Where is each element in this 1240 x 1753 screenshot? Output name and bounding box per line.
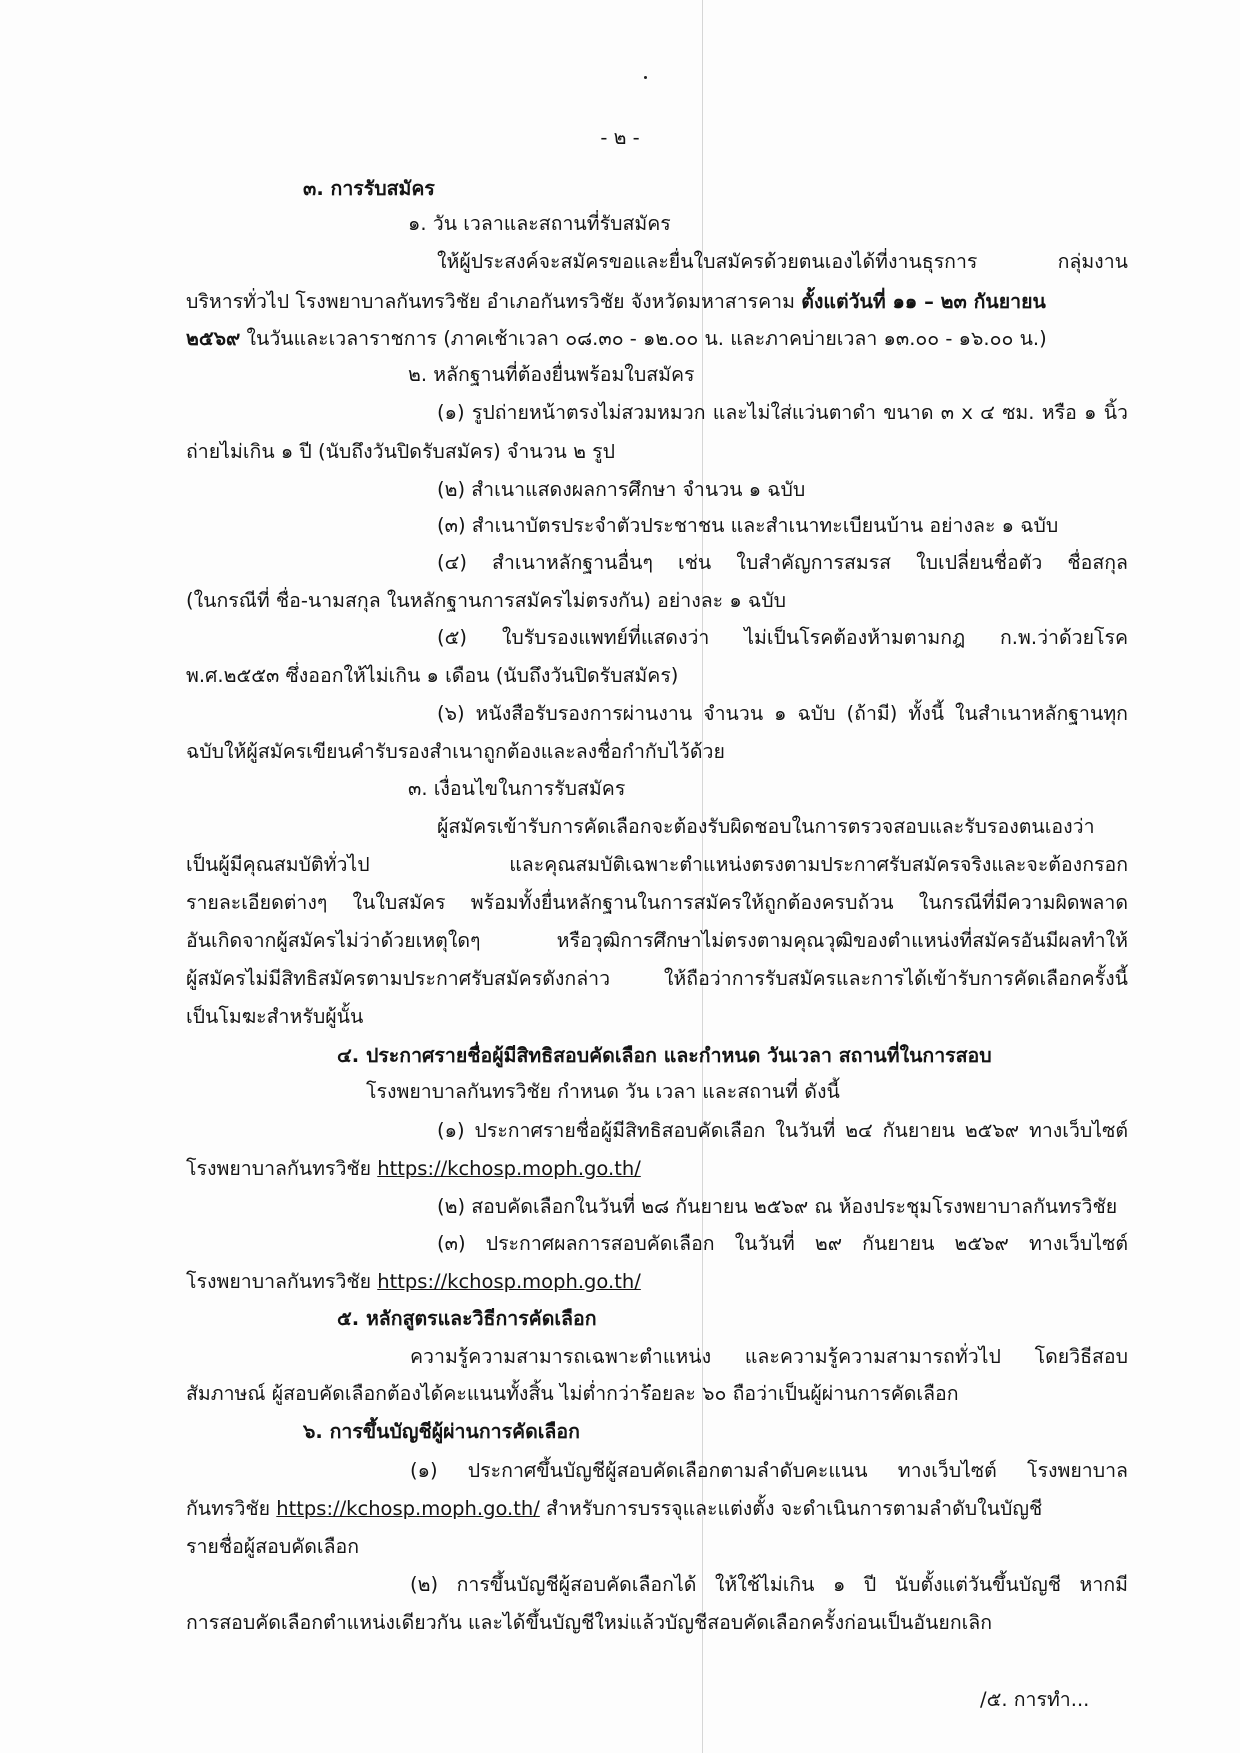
section-4-heading: ๔. ประกาศรายชื่อผู้มีสิทธิสอบคัดเลือก และกำหนด วันเวลา สถานที่ในการสอบ — [337, 1044, 992, 1067]
list-item: (๑) ประกาศรายชื่อผู้มีสิทธิสอบคัดเลือก ในวันที่ ๒๔ กันยายน ๒๕๖๙ ทางเว็บไซต์ — [437, 1119, 1128, 1142]
paragraph-line: อันเกิดจากผู้สมัครไม่ว่าด้วยเหตุใดๆ หรือวุฒิการศึกษาไม่ตรงตามคุณวุฒิของตำแหน่งที่สมัครอันมีผลทำให้ — [186, 929, 1128, 952]
list-item: (๒) สำเนาแสดงผลการศึกษา จำนวน ๑ ฉบับ — [437, 478, 806, 501]
section-3-1-line: ให้ผู้ประสงค์จะสมัครขอและยื่นใบสมัครด้วยตนเองได้ที่งานธุรการ กลุ่มงาน — [437, 250, 1128, 273]
paragraph-line: เป็นผู้มีคุณสมบัติทั่วไป และคุณสมบัติเฉพาะตำแหน่งตรงตามประกาศรับสมัครจริงและจะต้องกรอก — [186, 853, 1128, 876]
list-item: (๒) การขึ้นบัญชีผู้สอบคัดเลือกได้ ให้ใช้ไม่เกิน ๑ ปี นับตั้งแต่วันขึ้นบัญชี หากมี — [410, 1573, 1128, 1596]
list-item-continuation: พ.ศ.๒๕๕๓ ซึ่งออกให้ไม่เกิน ๑ เดือน (นับถึงวันปิดรับสมัคร) — [186, 664, 679, 687]
body-text: กันทรวิชัย — [186, 1497, 277, 1520]
paragraph-line: ความรู้ความสามารถเฉพาะตำแหน่ง และความรู้ความสามารถทั่วไป โดยวิธีสอบ — [410, 1345, 1128, 1368]
list-item-continuation — [186, 1265, 1128, 1299]
body-text: ในวันและเวลาราชการ (ภาคเช้าเวลา ๐๘.๓๐ - ๑๒.๐๐ น. และภาคบ่ายเวลา ๑๓.๐๐ - ๑๖.๐๐ น.) — [240, 327, 1047, 350]
paragraph-line: เป็นโมฆะสำหรับผู้นั้น — [186, 1005, 364, 1028]
body-text: โรงพยาบาลกันทรวิชัย — [186, 1270, 378, 1293]
list-item: (๔) สำเนาหลักฐานอื่นๆ เช่น ใบสำคัญการสมรส ใบเปลี่ยนชื่อตัว ชื่อสกุล — [437, 551, 1128, 574]
section-3-1-line — [186, 322, 1128, 356]
section-3-2-title: ๒. หลักฐานที่ต้องยื่นพร้อมใบสมัคร — [408, 363, 695, 386]
body-text: บริหารทั่วไป โรงพยาบาลกันทรวิชัย อำเภอกันทรวิชัย จังหวัดมหาสารคาม — [186, 290, 802, 313]
section-3-1-title: ๑. วัน เวลาและสถานที่รับสมัคร — [408, 212, 671, 235]
list-item: (๕) ใบรับรองแพทย์ที่แสดงว่า ไม่เป็นโรคต้องห้ามตามกฎ ก.พ.ว่าด้วยโรค — [437, 626, 1128, 649]
section-5-heading: ๕. หลักสูตรและวิธีการคัดเลือก — [337, 1307, 597, 1330]
website-link[interactable]: https://kchosp.moph.go.th/ — [276, 1497, 540, 1520]
paragraph-line: สัมภาษณ์ ผู้สอบคัดเลือกต้องได้คะแนนทั้งสิ้น ไม่ต่ำกว่าร้อยละ ๖๐ ถือว่าเป็นผู้ผ่านการคัดเลือก — [186, 1382, 959, 1405]
paragraph-line: ผู้สมัครไม่มีสิทธิสมัครตามประกาศรับสมัครดังกล่าว ให้ถือว่าการรับสมัครและการได้เข้ารับการคัดเลือกครั้งนี้ — [186, 967, 1128, 990]
website-link[interactable]: https://kchosp.moph.go.th/ — [377, 1270, 641, 1293]
website-link[interactable]: https://kchosp.moph.go.th/ — [377, 1157, 641, 1180]
paragraph-line: รายละเอียดต่างๆ ในใบสมัคร พร้อมทั้งยื่นหลักฐานในการสมัครให้ถูกต้องครบถ้วน ในกรณีที่มีความผิดพลาด — [186, 891, 1128, 914]
continuation-footer: /๕. การทำ... — [980, 1688, 1090, 1711]
list-item: (๑) รูปถ่ายหน้าตรงไม่สวมหมวก และไม่ใส่แว่นตาดำ ขนาด ๓ x ๔ ซม. หรือ ๑ นิ้ว — [437, 401, 1128, 424]
body-text: สำหรับการบรรจุและแต่งตั้ง จะดำเนินการตามลำดับในบัญชี — [539, 1497, 1043, 1520]
list-item: (๓) ประกาศผลการสอบคัดเลือก ในวันที่ ๒๙ กันยายน ๒๕๖๙ ทางเว็บไซต์ — [437, 1232, 1128, 1255]
list-item-continuation: (ในกรณีที่ ชื่อ-นามสกุล ในหลักฐานการสมัครไม่ตรงกัน) อย่างละ ๑ ฉบับ — [186, 589, 786, 612]
list-item-continuation: ฉบับให้ผู้สมัครเขียนคำรับรองสำเนาถูกต้องและลงชื่อกำกับไว้ด้วย — [186, 740, 725, 763]
section-3-3-title: ๓. เงื่อนไขในการรับสมัคร — [408, 777, 626, 800]
scan-speck — [644, 76, 647, 79]
section-3-heading: ๓. การรับสมัคร — [303, 177, 435, 200]
page-number: - ๒ - — [600, 126, 640, 149]
section-3-1-line — [186, 285, 1128, 319]
list-item: (๑) ประกาศขึ้นบัญชีผู้สอบคัดเลือกตามลำดับคะแนน ทางเว็บไซต์ โรงพยาบาล — [410, 1459, 1128, 1482]
list-item-continuation: ถ่ายไม่เกิน ๑ ปี (นับถึงวันปิดรับสมัคร) จำนวน ๒ รูป — [186, 440, 615, 463]
section-4-intro: โรงพยาบาลกันทรวิชัย กำหนด วัน เวลา และสถานที่ ดังนี้ — [366, 1080, 840, 1103]
section-6-heading: ๖. การขึ้นบัญชีผู้ผ่านการคัดเลือก — [303, 1420, 580, 1443]
list-item-continuation — [186, 1152, 1128, 1186]
body-text: โรงพยาบาลกันทรวิชัย — [186, 1157, 378, 1180]
list-item-continuation: รายชื่อผู้สอบคัดเลือก — [186, 1535, 360, 1558]
date-range: ตั้งแต่วันที่ ๑๑ – ๒๓ กันยายน — [801, 290, 1046, 313]
list-item: (๒) สอบคัดเลือกในวันที่ ๒๘ กันยายน ๒๕๖๙ ณ ห้องประชุมโรงพยาบาลกันทรวิชัย — [437, 1195, 1118, 1218]
list-item: (๖) หนังสือรับรองการผ่านงาน จำนวน ๑ ฉบับ (ถ้ามี) ทั้งนี้ ในสำเนาหลักฐานทุก — [437, 702, 1128, 725]
list-item: (๓) สำเนาบัตรประจำตัวประชาชน และสำเนาทะเบียนบ้าน อย่างละ ๑ ฉบับ — [437, 514, 1059, 537]
year: ๒๕๖๙ — [186, 327, 241, 350]
list-item-continuation — [186, 1492, 1128, 1526]
paragraph-line: ผู้สมัครเข้ารับการคัดเลือกจะต้องรับผิดชอบในการตรวจสอบและรับรองตนเองว่า — [437, 815, 1095, 838]
list-item-continuation: การสอบคัดเลือกตำแหน่งเดียวกัน และได้ขึ้นบัญชีใหม่แล้วบัญชีสอบคัดเลือกครั้งก่อนเป็นอันยกเลิก — [186, 1611, 993, 1634]
